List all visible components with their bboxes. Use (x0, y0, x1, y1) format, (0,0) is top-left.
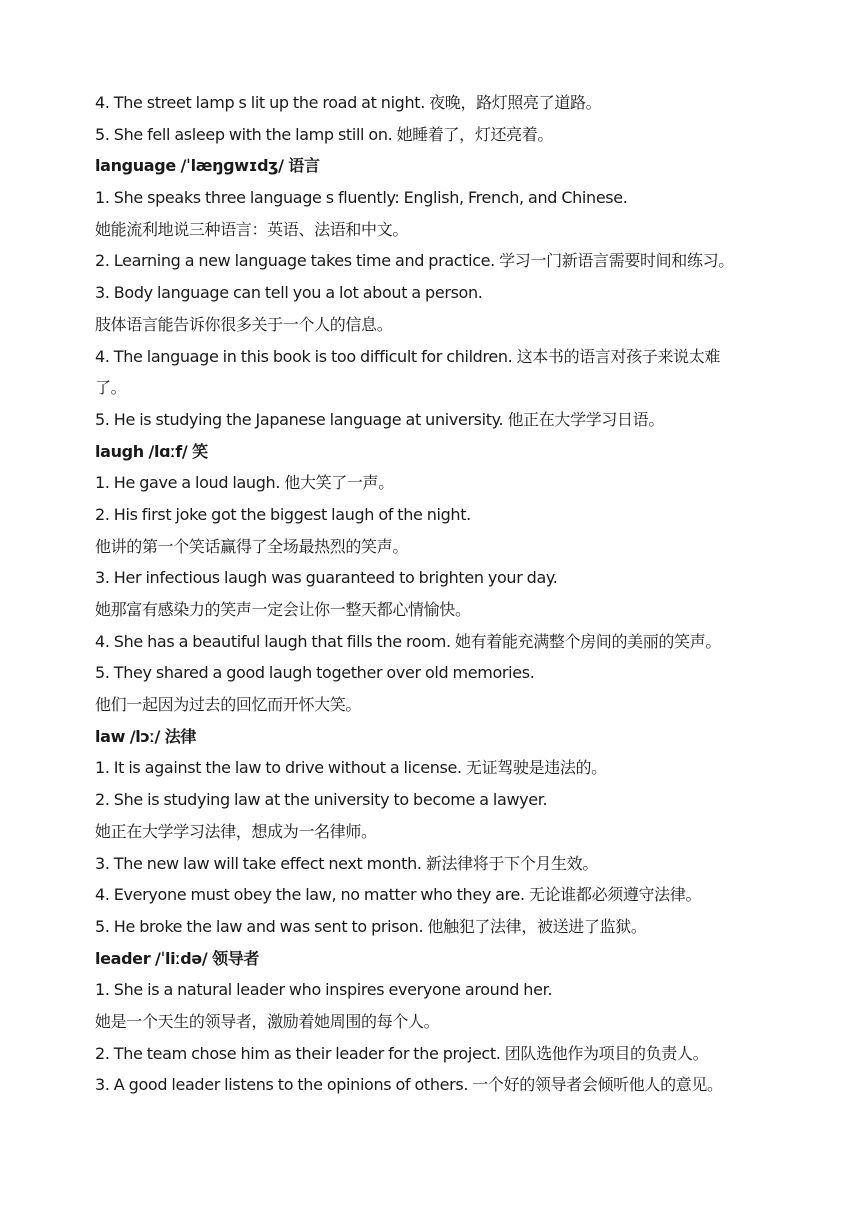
example-sentence: 3. Body language can tell you a lot about a person. (95, 283, 483, 303)
example-sentence: 3. The new law will take effect next month. 新法律将于下个月生效。 (95, 853, 598, 873)
example-sentence: 5. She fell asleep with the lamp still on. 她睡着了，灯还亮着。 (95, 124, 554, 144)
example-sentence: 3. A good leader listens to the opinions of others. 一个好的领导者会倾听他人的意见。 (95, 1075, 723, 1095)
example-sentence: 4. The street lamp s lit up the road at night. 夜晚，路灯照亮了道路。 (95, 93, 602, 112)
example-sentence: 他讲的第一个笑话赢得了全场最热烈的笑声。 (95, 536, 409, 556)
vocab-headword: laugh /lɑːf/ 笑 (95, 441, 208, 461)
example-sentence: 2. Learning a new language takes time and practice. 学习一门新语言需要时间和练习。 (95, 251, 734, 271)
example-sentence: 1. He gave a loud laugh. 他大笑了一声。 (95, 473, 394, 493)
example-sentence: 1. It is against the law to drive without a license. 无证驾驶是违法的。 (95, 758, 607, 778)
example-sentence: 他们一起因为过去的回忆而开怀大笑。 (95, 695, 362, 715)
example-sentence: 2. His first joke got the biggest laugh of the night. (95, 504, 471, 524)
example-sentence: 2. The team chose him as their leader for the project. 团队选他作为项目的负责人。 (95, 1043, 709, 1063)
example-sentence: 1. She speaks three language s fluently: English, French, and Chinese. (95, 188, 628, 208)
example-sentence: 1. She is a natural leader who inspires everyone around her. (95, 980, 553, 1000)
vocab-headword: leader /ˈliːdə/ 领导者 (95, 948, 260, 968)
example-sentence: 2. She is studying law at the university to become a lawyer. (95, 790, 548, 810)
example-sentence: 5. He is studying the Japanese language at university. 他正在大学学习日语。 (95, 409, 664, 429)
example-sentence: 4. The language in this book is too difficult for children. 这本书的语言对孩子来说太难 (95, 346, 721, 366)
example-sentence: 肢体语言能告诉你很多关于一个人的信息。 (95, 314, 393, 334)
example-sentence: 了。 (95, 378, 127, 398)
example-sentence: 5. They shared a good laugh together over old memories. (95, 663, 535, 683)
example-sentence: 5. He broke the law and was sent to prison. 他触犯了法律，被送进了监狱。 (95, 916, 647, 936)
example-sentence: 3. Her infectious laugh was guaranteed to brighten your day. (95, 568, 558, 588)
example-sentence: 她是一个天生的领导者，激励着她周围的每个人。 (95, 1011, 440, 1031)
vocab-headword: language /ˈlæŋɡwɪdʒ/ 语言 (95, 156, 320, 176)
example-sentence: 她那富有感染力的笑声一定会让你一整天都心情愉快。 (95, 600, 471, 619)
document-page (95, 87, 785, 1101)
example-sentence: 她正在大学学习法律，想成为一名律师。 (95, 821, 377, 841)
example-sentence: 4. Everyone must obey the law, no matter who they are. 无论谁都必须遵守法律。 (95, 885, 702, 905)
example-sentence: 4. She has a beautiful laugh that fills the room. 她有着能充满整个房间的美丽的笑声。 (95, 631, 722, 651)
vocab-headword: law /lɔː/ 法律 (95, 726, 197, 746)
example-sentence: 她能流利地说三种语言：英语、法语和中文。 (95, 219, 409, 239)
